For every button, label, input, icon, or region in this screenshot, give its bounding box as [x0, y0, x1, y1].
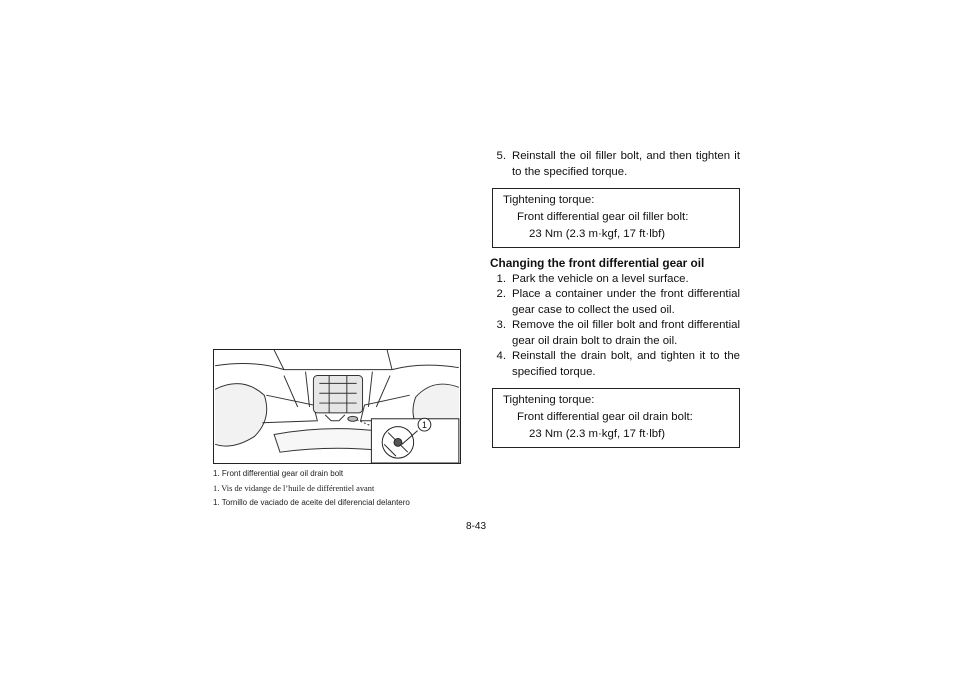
drain-bolt-illustration: [213, 349, 461, 464]
step-number: 1.: [496, 272, 506, 285]
step-text: Reinstall the drain bolt, and tighten it to the specified torque.: [512, 350, 740, 378]
atv-underside-drawing: [214, 350, 460, 463]
step-text: Park the vehicle on a level surface.: [512, 272, 689, 285]
spec-value: 23 Nm (2.3 m·kgf, 17 ft·lbf): [529, 228, 666, 240]
step-3: [490, 318, 740, 349]
filler-bolt-torque-box: [492, 188, 740, 248]
section-heading: Changing the front differential gear oil: [490, 256, 705, 270]
step-2: [490, 287, 740, 318]
spec-value: 23 Nm (2.3 m·kgf, 17 ft·lbf): [529, 428, 666, 440]
step-number: 5.: [496, 150, 506, 162]
step-text: Reinstall the oil filler bolt, and then tighten it to the specified torque.: [512, 150, 740, 178]
caption-french: 1. Vis de vidange de l’huile de différentiel avant: [213, 484, 375, 493]
spec-item: Front differential gear oil filler bolt:: [517, 211, 689, 223]
callout-number: 1: [421, 420, 427, 431]
step-number: 4.: [496, 350, 506, 362]
caption-english: 1. Front differential gear oil drain bolt: [213, 469, 344, 478]
instructions-column: [490, 149, 740, 456]
step-1: [490, 272, 740, 288]
drain-bolt-torque-box: [492, 388, 740, 448]
spec-label: Tightening torque:: [503, 394, 595, 406]
caption-spanish: 1. Tornillo de vaciado de aceite del diferencial delantero: [213, 498, 410, 507]
step-number: 2.: [496, 288, 506, 300]
step-4: [490, 349, 740, 380]
step-text: Place a container under the front differential gear case to collect the used oil.: [512, 288, 740, 316]
spec-item: Front differential gear oil drain bolt:: [517, 411, 693, 423]
page-number: 8-43: [466, 521, 487, 532]
step-5: [490, 149, 740, 180]
step-text: Remove the oil filler bolt and front differential gear oil drain bolt to drain the oil.: [512, 319, 740, 347]
spec-label: Tightening torque:: [503, 194, 595, 206]
step-number: 3.: [496, 319, 506, 331]
